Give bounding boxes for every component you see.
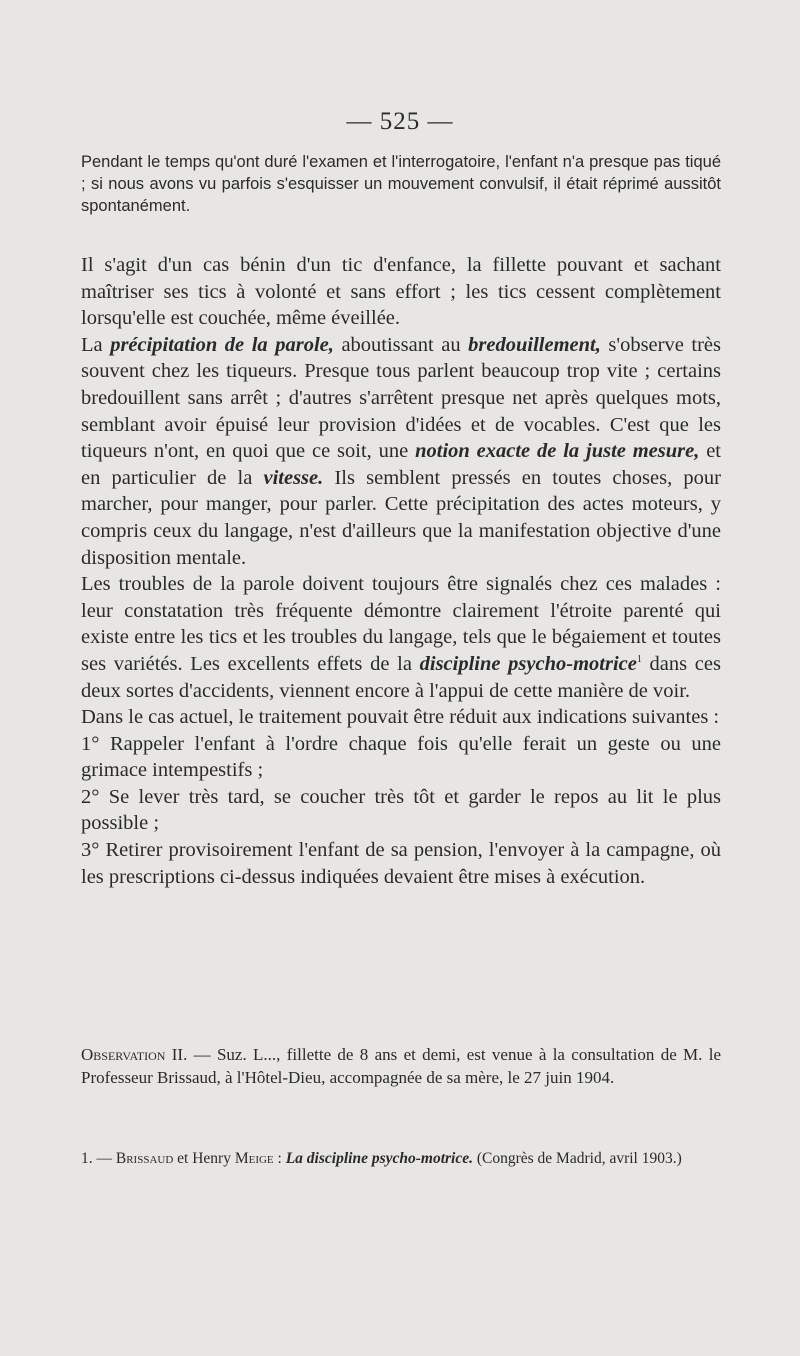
p1-text: Il s'agit d'un cas bénin d'un tic d'enfance, la fillette pouvant et sachant maîtriser ses tics à volonté et sans effort ; les tics cessent complètement lorsqu'elle est couchée, même éveillée. [81, 254, 721, 330]
intro-paragraph: Pendant le temps qu'ont duré l'examen et l'interrogatoire, l'enfant n'a presque pas tiqué ; si nous avons vu parfois s'esquisser un mouvement convulsif, il était réprimé aussitôt spontanément. [81, 153, 721, 215]
p2-emphasis-4: vitesse. [263, 466, 324, 489]
p5-text: 1° Rappeler l'enfant à l'ordre chaque fois qu'elle ferait un geste ou une grimace intempestifs ; [81, 732, 721, 782]
footnote-title: La discipline psycho-motrice. [285, 1150, 473, 1167]
page-number: — 525 — [346, 108, 454, 135]
p2-emphasis-3: notion exacte de la juste mesure, [415, 440, 700, 463]
p2-text-d: et en particulier de la [81, 440, 721, 489]
p3-emphasis: discipline psycho-motrice [419, 652, 637, 675]
footnote-author-2: Meige [234, 1150, 274, 1167]
footnote-author-1: Brissaud [115, 1150, 174, 1167]
p6-text: 2° Se lever très tard, se coucher très tôt et garder le repos au lit le plus possible ; [81, 785, 721, 835]
observation-paragraph [81, 1044, 721, 1089]
footnote-number: 1. — [81, 1150, 116, 1167]
p7-text: 3° Retirer provisoirement l'enfant de sa pension, l'envoyer à la campagne, où les prescriptions ci-dessus indiquées devaient être mises à exécution. [81, 839, 721, 888]
footnote-marker: 1 [636, 654, 642, 666]
footnote-colon: : [273, 1150, 286, 1167]
paragraph-4 [81, 704, 721, 731]
p2-text-e: Ils semblent pressés en toutes choses, pour marcher, pour manger, pour parler. Cette précipitation des actes moteurs, y compris ceux du langage, n'est d'ailleurs que la manifestation objective d'une disposition mentale. [81, 466, 721, 569]
p2-emphasis-2: bredouillement, [468, 333, 601, 356]
observation-label: Observation II. [81, 1045, 188, 1064]
paragraph-3 [81, 571, 721, 704]
paragraph-7 [81, 837, 721, 890]
footnote-text-end: (Congrès de Madrid, avril 1903.) [472, 1150, 682, 1167]
p4-text: Dans le cas actuel, le traitement pouvait être réduit aux indications suivantes : [81, 706, 720, 729]
p2-text-c: s'observe très souvent chez les tiqueurs. Presque tous parlent beaucoup trop vite ; certains bredouillent sans arrêt ; d'autres s'arrêtent presque net après quelques mots, semblant avoir épuisé leur provision d'idées et de vocables. C'est que les tiqueurs n'ont, en quoi que ce soit, une [81, 333, 721, 463]
footnote [81, 1148, 721, 1169]
paragraph-5 [81, 731, 721, 784]
observation-text: — Suz. L..., fillette de 8 ans et demi, est venue à la consultation de M. le Professeur Brissaud, à l'Hôtel-Dieu, accompagnée de sa mère, le 27 juin 1904. [81, 1045, 722, 1087]
paragraph-6 [81, 784, 721, 837]
p3-text-a: Les troubles de la parole doivent toujours être signalés chez ces malades : leur constatation très fréquente démontre clairement l'étroite parenté qui existe entre les tics et les troubles du langage, tels que le bégaiement et toutes ses variétés. Les excellents effets de la [81, 573, 721, 675]
p2-text-a: La [81, 333, 111, 356]
p3-text-b: dans ces deux sortes d'accidents, viennent encore à l'appui de cette manière de voir. [81, 652, 721, 702]
main-text [81, 252, 721, 890]
paragraph-1 [81, 252, 721, 332]
p2-text-b: aboutissant au [333, 333, 469, 356]
paragraph-2 [81, 332, 721, 571]
p2-emphasis-1: précipitation de la parole, [110, 333, 334, 356]
footnote-text-mid: et Henry [173, 1150, 235, 1167]
